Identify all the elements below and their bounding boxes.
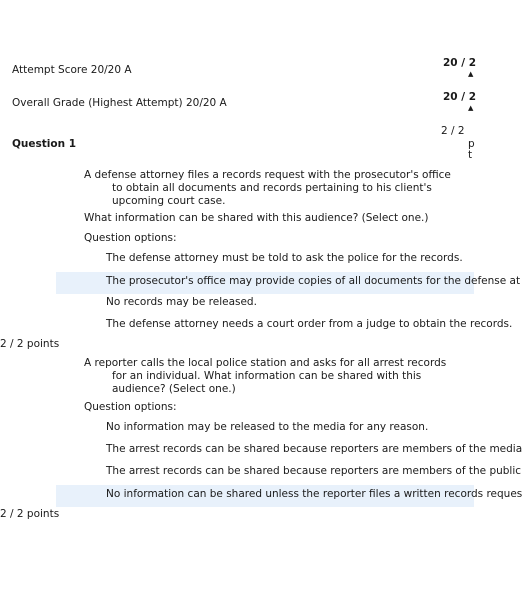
attempt-score: Attempt Score 20/20 A — [12, 64, 132, 76]
question-1-score: 2 / 2 — [441, 125, 465, 137]
question-2-option-3: The arrest records can be shared because reporters are members of the public — [106, 465, 522, 477]
question-1-options-label: Question options: — [84, 232, 177, 244]
attempt-score-arrow-icon[interactable]: ▲ — [468, 70, 474, 78]
question-1-title: Question 1 — [12, 138, 77, 150]
question-1-side-text-b: t — [468, 149, 473, 161]
question-1-prompt-line2: to obtain all documents and records pertaining to his client's — [112, 182, 432, 194]
question-1-option-4: The defense attorney needs a court order from a judge to obtain the records. — [106, 318, 513, 330]
question-1-side-text-a: p — [468, 138, 475, 150]
question-1-prompt-line3: upcoming court case. — [112, 195, 226, 207]
question-2-option-4: No information can be shared unless the reporter files a written records reques — [106, 488, 522, 500]
question-1-option-3: No records may be released. — [106, 296, 257, 308]
question-1-option-1: The defense attorney must be told to ask the police for the records. — [106, 252, 463, 264]
question-2-options-label: Question options: — [84, 401, 177, 413]
question-1-prompt-line1: A defense attorney files a records request with the prosecutor's office — [84, 169, 451, 181]
question-2-prompt-line1: A reporter calls the local police station and asks for all arrest records — [84, 357, 447, 369]
question-2-option-1: No information may be released to the media for any reason. — [106, 421, 429, 433]
question-2-points: 2 / 2 points — [0, 508, 60, 520]
question-1-prompt — [84, 169, 451, 208]
question-1-question: What information can be shared with this audience? (Select one.) — [84, 212, 429, 224]
attempt-score-badge: 20 / 2 — [443, 57, 477, 69]
question-1-option-2: The prosecutor's office may provide copies of all documents for the defense at — [106, 275, 521, 287]
question-2-prompt — [84, 357, 446, 396]
overall-grade: Overall Grade (Highest Attempt) 20/20 A — [12, 97, 227, 109]
overall-grade-badge: 20 / 2 — [443, 91, 477, 103]
question-2-prompt-line3: audience? (Select one.) — [112, 383, 236, 395]
overall-grade-arrow-icon[interactable]: ▲ — [468, 104, 474, 112]
question-1-points: 2 / 2 points — [0, 338, 60, 350]
question-2-prompt-line2: for an individual. What information can be shared with this — [112, 370, 422, 382]
question-2-option-2: The arrest records can be shared because reporters are members of the media — [106, 443, 522, 455]
